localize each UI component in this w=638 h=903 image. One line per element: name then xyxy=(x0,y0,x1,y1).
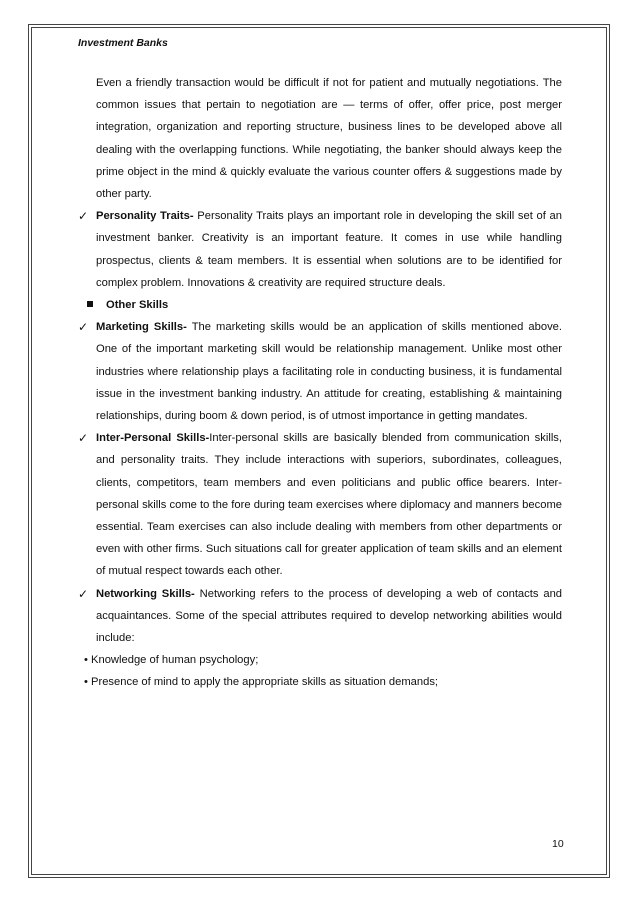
other-skills-label: Other Skills xyxy=(106,299,169,312)
interpersonal-skills-text: Inter-personal skills are basically blended from communication skills, and personality traits. They include interactions with superiors, subordinates, colleagues, clients, competitors, team members and even politicians and public office bearers. Inter-personal skills come to the fore during team exercises where diplomacy and manners become essential. Team exercises can also include dealing with members from other departments or even with other firms. Such situations call for greater application of team skills and an element of mutual respect towards each other. xyxy=(96,432,563,578)
checkmark-icon: ✓ xyxy=(78,209,89,224)
personality-traits-text: Personality Traits plays an important role in developing the skill set of an investment banker. Creativity is an important feature. It comes in use while handling prospectus, clients & team members. It is essential when solutions are to be identified for complex problem. Innovations & creativity are required structure deals. xyxy=(96,210,562,289)
interpersonal-skills-item xyxy=(78,427,562,582)
networking-skills-title: Networking Skills- xyxy=(96,587,195,600)
personality-traits-title: Personality Traits- xyxy=(96,210,194,223)
checkmark-icon: ✓ xyxy=(78,431,89,446)
marketing-skills-title: Marketing Skills- xyxy=(96,321,187,334)
networking-skills-item xyxy=(78,583,562,650)
marketing-skills-text: The marketing skills would be an application of skills mentioned above. One of the important marketing skill would be relationship management. Unlike most other industries where relationship plays a facilitating role in conducting business, it is fundamental issue in the investment banking industry. An attitude for creating, establishing & maintaining relationships, during boom & down period, is of utmost importance in getting mandates. xyxy=(96,321,562,423)
personality-traits-item xyxy=(78,205,562,294)
networking-skills-text: Networking refers to the process of developing a web of contacts and acquaintances. Some of the special attributes required to develop networking abilities would include: xyxy=(96,587,563,645)
square-bullet-icon xyxy=(87,301,93,307)
page-content xyxy=(78,72,562,694)
running-header: Investment Banks xyxy=(78,37,168,49)
list-item: • Presence of mind to apply the appropriate skills as situation demands; xyxy=(84,676,439,689)
interpersonal-skills-title: Inter-Personal Skills- xyxy=(96,432,210,445)
list-item: • Knowledge of human psychology; xyxy=(84,654,259,667)
other-skills-heading xyxy=(78,294,562,316)
page-number: 10 xyxy=(552,838,564,850)
marketing-skills-item xyxy=(78,316,562,427)
checkmark-icon: ✓ xyxy=(78,320,89,335)
intro-paragraph: Even a friendly transaction would be difficult if not for patient and mutually negotiations. The common issues that pertain to negotiation are — terms of offer, offer price, post merger integration, organization and reporting structure, business lines to be developed above all dealing with the overlapping functions. While negotiating, the banker should always keep the prime object in the mind & quickly evaluate the various counter offers & suggestions made by other party. xyxy=(96,77,562,201)
checkmark-icon: ✓ xyxy=(78,586,89,601)
